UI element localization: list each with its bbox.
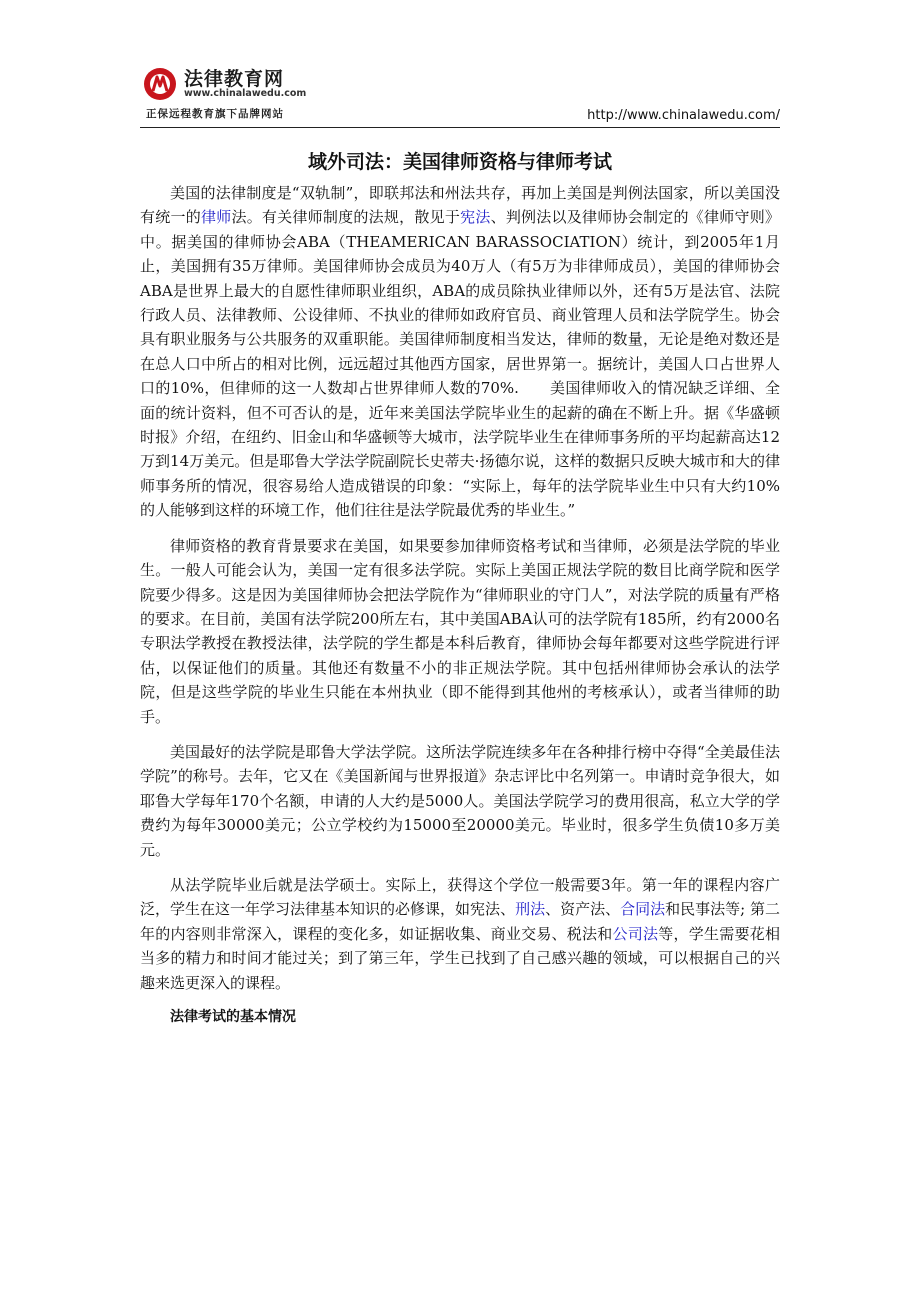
article-body: [140, 181, 780, 1028]
link-lawyer[interactable]: 律师: [200, 208, 232, 227]
paragraph-1-text-1: 美国的法律制度是“双轨制”，即联邦法和州法共存，再加上美国是判例法国家，所以美国没有统一的: [140, 184, 780, 227]
logo-domain: www.chinalawedu.com: [184, 88, 307, 99]
link-criminal-law[interactable]: 刑法: [515, 900, 546, 919]
paragraph-2: 律师资格的教育背景要求在美国，如果要参加律师资格考试和当律师，必须是法学院的毕业生。一般人可能会认为，美国一定有很多法学院。实际上美国正规法学院的数目比商学院和医学院要少得多。这是因为美国律师协会把法学院作为“律师职业的守门人”，对法学院的质量有严格的要求。在目前，美国有法学院200所左右，其中美国ABA认可的法学院有185所，约有2000名专职法学教授在教授法律，法学院的学生都是本科后教育，律师协会每年都要对这些学院进行评估，以保证他们的质量。其他还有数量不小的非正规法学院。其中包括州律师协会承认的法学院，但是这些学院的毕业生只能在本州执业（即不能得到其他州的考核承认），或者当律师的助手。: [140, 536, 780, 726]
paragraph-1: [140, 181, 780, 523]
paragraph-4-text-1: 从法学院毕业后就是法学硕士。实际上，获得这个学位一般需要3年。第一年的课程内容广泛，学生在这一年学习法律基本知识的必修课，如宪法、: [140, 875, 780, 919]
paragraph-3: 美国最好的法学院是耶鲁大学法学院。这所法学院连续多年在各种排行榜中夺得“全美最佳法学院”的称号。去年，它又在《美国新闻与世界报道》杂志评比中名列第一。申请时竞争很大，如耶鲁大学每年170个名额，申请的人大约是5000人。美国法学院学习的费用很高，私立大学的学费约为每年30000美元；公立学校约为15000至20000美元。毕业时，很多学生负债10多万美元。: [140, 742, 780, 859]
section-heading: 法律考试的基本情况: [170, 1009, 296, 1025]
header-url-link[interactable]: http://www.chinalawedu.com/: [587, 108, 780, 123]
paragraph-4-text-3: 和民事法等; 第二年的内容则非常深入，课程的变化多，如证据收集、商业交易、税法和: [140, 900, 780, 943]
paragraph-4: [140, 873, 780, 995]
link-contract-law[interactable]: 合同法: [620, 900, 666, 919]
paragraph-1-text-2: 法。有关律师制度的法规，散见于: [231, 208, 461, 227]
link-constitution[interactable]: 宪法: [460, 208, 491, 227]
article-title: 域外司法：美国律师资格与律师考试: [307, 151, 612, 173]
paragraph-4-text-4: 等，学生需要花相当多的精力和时间才能过关；到了第三年，学生已找到了自己感兴趣的领域，可以根据自己的兴趣来选更深入的课程。: [140, 924, 780, 992]
header-divider: [140, 127, 780, 128]
logo-title: 法律教育网: [184, 68, 285, 90]
link-company-law[interactable]: 公司法: [612, 924, 659, 943]
page-header: [140, 60, 780, 130]
paragraph-1-text-3: 、判例法以及律师协会制定的《律师守则》中。据美国的律师协会ABA（THEAMERICAN BARASSOCIATION）统计，到2005年1月止，美国拥有35万律师。美国律师协会成员为40万人（有5万为非律师成员），美国的律师协会ABA是世界上最大的自愿性律师职业组织，ABA的成员除执业律师以外，还有5万是法官、法院行政人员、法律教师、公设律师、不执业的律师如政府官员、商业管理人员和法学院学生。协会具有职业服务与公共服务的双重职能。美国律师制度相当发达，律师的数量，无论是绝对数还是在总人口中所占的相对比例，远远超过其他西方国家，居世界第一。据统计，美国人口占世界人口的10%，但律师的这一人数却占世界律师人数的70%. 美国律师收入的情况缺乏详细、全面的统计资料，但不可否认的是，近年来美国法学院毕业生的起薪的确在不断上升。据《华盛顿时报》介绍，在纽约、旧金山和华盛顿等大城市，法学院毕业生在律师事务所的平均起薪高达12万到14万美元。但是耶鲁大学法学院副院长史蒂夫·扬德尔说，这样的数据只反映大城市和大的律师事务所的情况，很容易给人造成错误的印象：“实际上，每年的法学院毕业生中只有大约10%的人能够到这样的环境工作，他们往往是法学院最优秀的毕业生。”: [140, 208, 780, 520]
logo-emblem-icon: [142, 66, 178, 102]
paragraph-4-text-2: 、资产法、: [545, 900, 621, 919]
logo-slogan: 正保远程教育旗下品牌网站: [146, 108, 284, 120]
site-logo[interactable]: [140, 60, 315, 122]
